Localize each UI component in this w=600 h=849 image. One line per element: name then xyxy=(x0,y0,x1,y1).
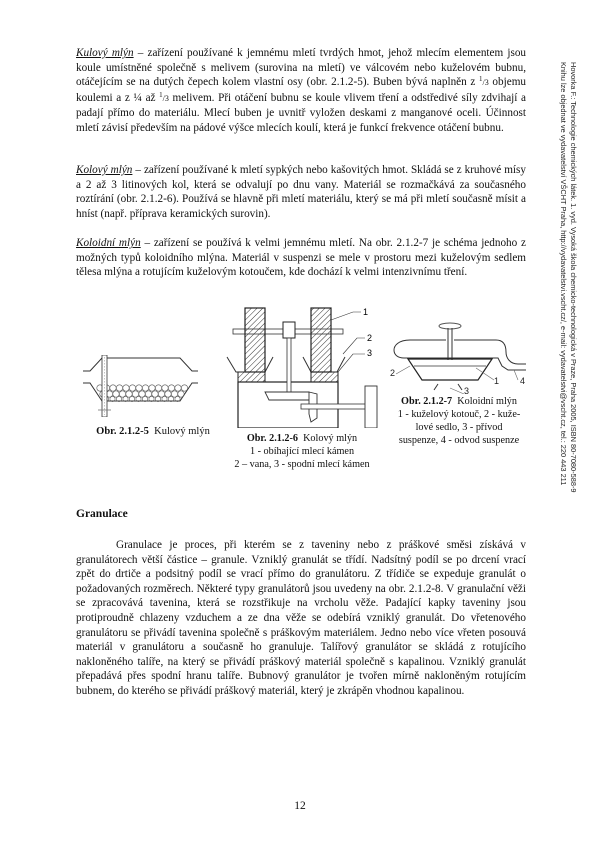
drive-pulley xyxy=(365,386,377,428)
figure-7-legend-2: lové sedlo, 3 - přívod xyxy=(415,422,503,433)
figure-7-caption xyxy=(384,395,534,447)
runner-stone-right xyxy=(311,308,331,372)
figure-6-title: Kolový mlýn xyxy=(303,433,358,444)
figure-colloid-mill-drawing xyxy=(390,322,530,394)
sidenote-citation: Hovorka F.: Technologie chemických látek. 1. vyd. Vysoká škola chemicko-technologická v Praze, Praha 2005, ISBN 80-7080-588-9 xyxy=(569,62,578,493)
bottom-stone-right xyxy=(311,372,338,382)
term-kolovy-mlyn: Kolový mlýn xyxy=(76,164,133,176)
text-segment: – zařízení se používá k velmi jemnému mletí. Na obr. 2.1.2-7 je schéma jednoho z možných typů koloidního mlýna. Materiál v suspenzi se mele v prostoru mezi kuželovým sedlem tělesa mlýna a rotujícím kuželovým kotoučem, kde dochází k velmi intenzivnímu tření. xyxy=(76,237,526,279)
paragraph-kulovy-mlyn xyxy=(76,46,526,136)
text-segment: objemu koulemi a z ¼ až xyxy=(76,76,526,104)
figure-ball-mill-drawing xyxy=(78,355,218,417)
figure-5-caption xyxy=(78,425,228,438)
paragraph-koloidni-mlyn xyxy=(76,236,526,280)
term-koloidni-mlyn: Koloidní mlýn xyxy=(76,237,141,249)
label-1: 1 xyxy=(494,376,500,386)
figure-5-title: Kulový mlýn xyxy=(154,426,210,437)
fraction-numerator: 1 xyxy=(479,75,483,84)
figure-7-legend-1: 1 - kuželový kotouč, 2 - kuže- xyxy=(397,409,521,420)
text-segment: melivem. Při otáčení bubnu se koule vlivem tření a odstředivé síly zdvihají a padají přímo do materiálu. Mlecí buben je uvnitř vyložen deskami z manganové oceli. Účinnost mletí závisí především na pádové výšce mlecích koulí, která je funkcí frekvence otáčení bubnu. xyxy=(76,91,526,134)
label-4: 4 xyxy=(520,376,526,386)
figure-6-legend-1: 1 - obíhající mlecí kámen xyxy=(249,446,355,457)
feed-left xyxy=(434,384,438,390)
figure-7-legend-3: suspenze, 4 - odvod suspenze xyxy=(398,435,520,446)
label-2: 2 xyxy=(390,368,396,378)
housing-right xyxy=(454,340,526,364)
runner-stone-left xyxy=(245,308,265,372)
figure-edge-runner-mill-drawing xyxy=(225,306,385,428)
ball-mill-balls xyxy=(97,385,188,402)
text-segment: – zařízení používané k mletí sypkých nebo kašovitých hmot. Skládá se z kruhové mísy a 2 až 3 litinových kol, která se odvalují po dnu vany. Materiál se rozmačkává za současného roztírání (obr. 2.1.2-6). Používá se hlavně při mletí materiálu, který se má při mletí současně mísit a hníst (např. příprava keramických surovin). xyxy=(76,164,526,220)
term-kulovy-mlyn: Kulový mlýn xyxy=(76,47,134,59)
paragraph-granulace xyxy=(76,538,526,699)
central-hub xyxy=(283,322,295,338)
fraction-denominator: /3 xyxy=(482,78,489,88)
figure-7-title: Koloidní mlýn xyxy=(457,396,517,407)
housing-left xyxy=(394,340,446,358)
figure-6-caption xyxy=(222,432,382,471)
fraction-numerator: 1 xyxy=(159,90,163,99)
label-1: 1 xyxy=(363,307,369,317)
conical-rotor xyxy=(408,359,492,380)
label-2: 2 xyxy=(367,333,373,343)
figure-7-number: Obr. 2.1.2-7 xyxy=(401,396,453,407)
figure-6-number: Obr. 2.1.2-6 xyxy=(246,433,298,444)
vertical-shaft xyxy=(287,338,291,394)
figure-5-number: Obr. 2.1.2-5 xyxy=(96,426,149,437)
copyright-sidenote xyxy=(546,62,578,582)
drive-shaft xyxy=(301,404,373,409)
text-segment: – zařízení používané k jemnému mletí tvrdých hmot, jehož mlecím elementem jsou koule umístněné společně s melivem (surovina na mletí) ve válcovém nebo kuželovém bubnu, otáčejícím se na dutých čepech kolem vlastní osy (obr. 2.1.2-5). Buben bývá naplněn z xyxy=(76,47,527,89)
bevel-gear-horizontal xyxy=(265,392,313,400)
section-heading-granulace: Granulace xyxy=(76,508,128,520)
rotor-handwheel xyxy=(439,323,461,329)
sidenote-order-info: Knihu lze objednat ve vydavatelství VŠCHT Praha, http://vydavatelstvi.vscht.cz/, e-mail: vydavatelstvi@vscht.cz, tel.: 220 443 211 xyxy=(559,62,568,486)
fraction-denominator: /3 xyxy=(162,93,169,103)
granulace-text: Granulace je proces, při kterém se z taveniny nebo z práškové směsi získává v granulátorech větší částice – granule. Vzniklý granulát se třídí. Nadsítný podíl se po drcení vrací zpět do drtiče a podsitný podíl se vrací přímo do granulátoru. Z třídiče se expeduje granulát o požadovaných rozměrech. Některé typy granulátorů jsou uvedeny na obr. 2.1.2-8. V granulační věži se zpracovává tavenina, která se rozstřikuje na vrcholu věže. Padající kapky taveniny jsou protiproudně chlazeny vzduchem a ze dna věže se odebírá vzniklý granulát. Do vřetenového granulátoru se přivádí tavenina společně s práškovým materiálem. Jedno nebo více vřeten posouvá materiál v granulátoru a současně ho granuluje. Talířový granulátor se skládá z rotujícího nakloněného talíře, na který se přivádí práškový materiál společně s kapalinou. Vzniklý granulát přepadává přes spodní hranu talíře. Bubnový granulátor je tvořen mírně nakloněným rotujícím bubnem, do kterého se přivádí práškový materiál, který je zkrápěn vhodnou kapalinou. xyxy=(76,539,526,697)
page-number: 12 xyxy=(294,800,306,812)
ball-mill-upper-shell xyxy=(83,358,198,371)
label-3: 3 xyxy=(367,348,373,358)
paragraph-kolovy-mlyn xyxy=(76,163,526,221)
figure-6-legend-2: 2 – vana, 3 - spodní mlecí kámen xyxy=(234,459,370,470)
feed-right xyxy=(458,384,462,390)
bottom-stone-left xyxy=(238,372,265,382)
label-3: 3 xyxy=(464,386,470,394)
